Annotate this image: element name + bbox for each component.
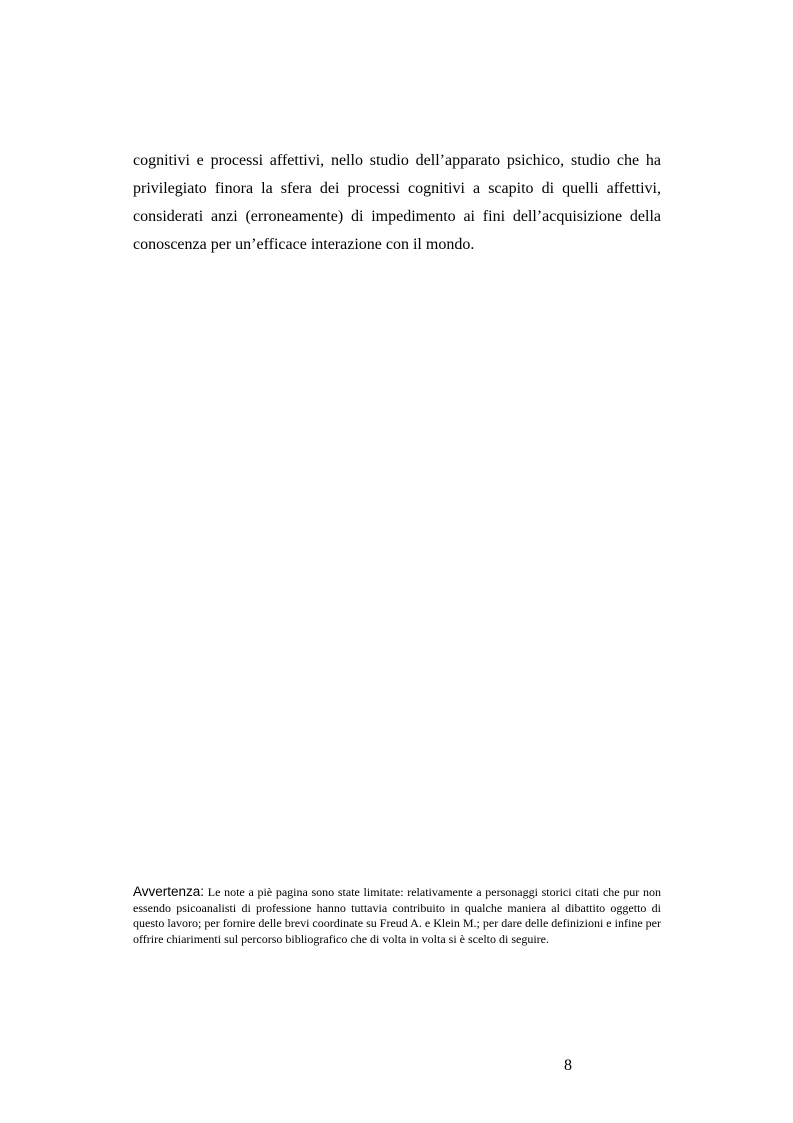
footnote-label: Avvertenza: xyxy=(133,884,205,899)
page-number: 8 xyxy=(564,1057,572,1074)
body-paragraph: cognitivi e processi affettivi, nello studio dell’apparato psichico, studio che ha privilegiato finora la sfera dei processi cognitivi a scapito di quelli affettivi, considerati anzi (erroneamente) di impedimento ai fini dell’acquisizione della conoscenza per un’efficace interazione con il mondo. xyxy=(133,152,661,253)
footnote-text: Le note a piè pagina sono state limitate: relativamente a personaggi storici citati che pur non essendo psicoanalisti di professione hanno tuttavia contribuito in qualche maniera al dibattito oggetto di questo lavoro; per fornire delle brevi coordinate su Freud A. e Klein M.; per dare delle definizioni e infine per offrire chiarimenti sul percorso bibliografico che di volta in volta si è scelto di seguire. xyxy=(133,885,661,946)
footnote xyxy=(133,884,661,947)
